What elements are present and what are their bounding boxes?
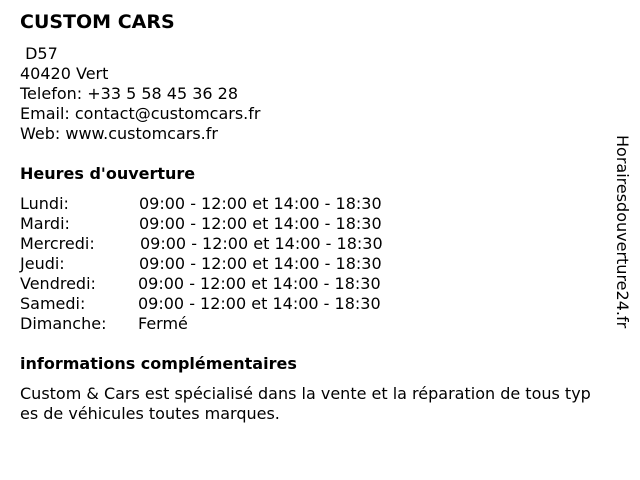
street-line: D57 xyxy=(20,44,58,63)
hours-row-thursday xyxy=(20,254,440,274)
phone-line: Telefon: +33 5 58 45 36 28 xyxy=(20,84,239,103)
day-label: Lundi: xyxy=(20,194,69,213)
hours-heading: Heures d'ouverture xyxy=(20,164,196,183)
business-name: CUSTOM CARS xyxy=(20,11,175,33)
hours-row-saturday xyxy=(20,294,440,314)
hours-row-tuesday xyxy=(20,214,440,234)
business-description: Custom & Cars est spécialisé dans la vente et la réparation de tous types de véhicules toutes marques. xyxy=(20,384,591,423)
watermark-text: Horairesdouverture24.fr xyxy=(613,135,632,329)
time-value: Fermé xyxy=(138,314,188,333)
hours-row-friday xyxy=(20,274,440,294)
web-line: Web: www.customcars.fr xyxy=(20,124,218,143)
day-label: Vendredi: xyxy=(20,274,96,293)
address-block xyxy=(20,44,260,144)
time-value: 09:00 - 12:00 et 14:00 - 18:30 xyxy=(140,234,383,253)
hours-row-monday xyxy=(20,194,440,214)
email-line: Email: contact@customcars.fr xyxy=(20,104,261,123)
day-label: Samedi: xyxy=(20,294,86,313)
opening-hours-table xyxy=(20,194,440,334)
time-value: 09:00 - 12:00 et 14:00 - 18:30 xyxy=(138,294,381,313)
time-value: 09:00 - 12:00 et 14:00 - 18:30 xyxy=(138,274,381,293)
time-value: 09:00 - 12:00 et 14:00 - 18:30 xyxy=(139,214,382,233)
day-label: Mercredi: xyxy=(20,234,95,253)
day-label: Jeudi: xyxy=(20,254,65,273)
time-value: 09:00 - 12:00 et 14:00 - 18:30 xyxy=(139,194,382,213)
hours-row-sunday xyxy=(20,314,440,334)
day-label: Dimanche: xyxy=(20,314,107,333)
hours-row-wednesday xyxy=(20,234,440,254)
city-line: 40420 Vert xyxy=(20,64,109,83)
info-heading: informations complémentaires xyxy=(20,354,297,373)
time-value: 09:00 - 12:00 et 14:00 - 18:30 xyxy=(139,254,382,273)
day-label: Mardi: xyxy=(20,214,70,233)
